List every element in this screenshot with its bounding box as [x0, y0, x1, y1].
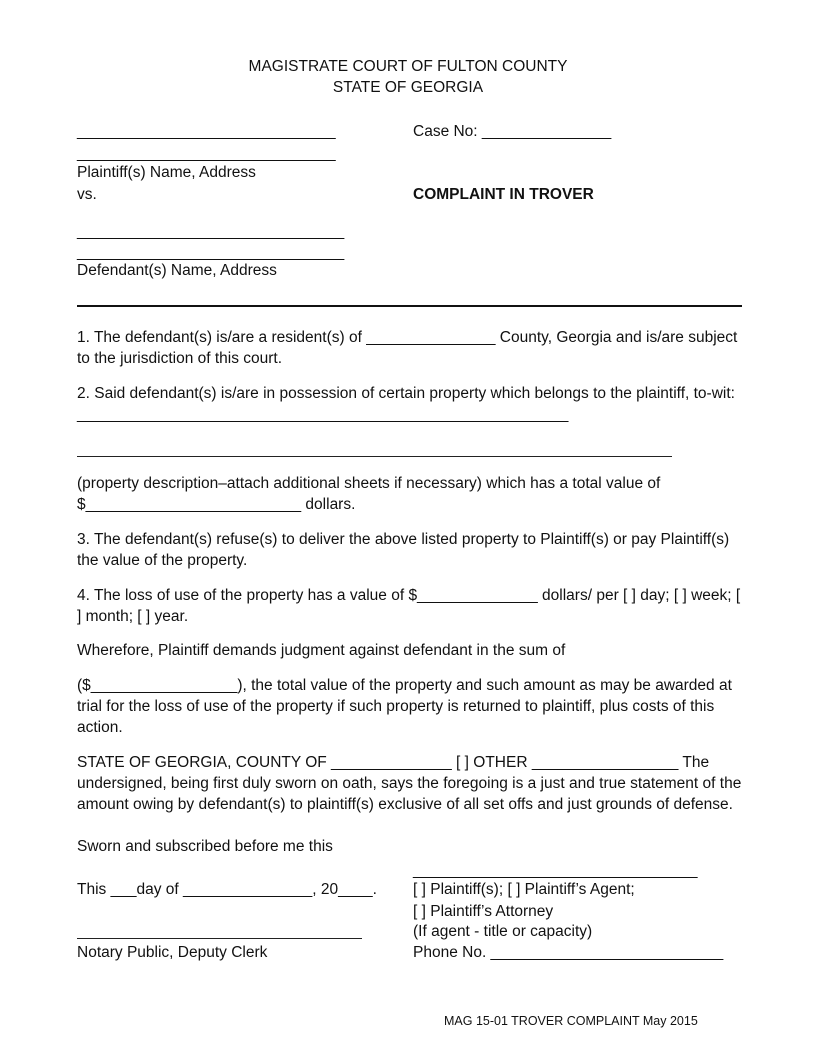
caption-divider	[77, 305, 742, 307]
document-title: COMPLAINT IN TROVER	[413, 186, 594, 203]
paragraph-2-possession: 2. Said defendant(s) is/are in possession of certain property which belongs to the plaintiff, to-wit: _________________________________________________________	[77, 385, 735, 423]
defendant-label: Defendant(s) Name, Address	[77, 262, 277, 279]
notary-date-line[interactable]: This ___day of _______________, 20____.	[77, 881, 377, 898]
paragraph-4-loss-of-use: 4. The loss of use of the property has a value of $______________ dollars/ per [ ] day; [ ] week; [ ] month; [ ] year.	[77, 587, 741, 625]
defendant-name-line-2[interactable]: _______________________________	[77, 244, 345, 261]
signer-attorney-option[interactable]: [ ] Plaintiff’s Attorney	[413, 903, 554, 920]
wherefore-clause: Wherefore, Plaintiff demands judgment against defendant in the sum of	[77, 642, 566, 659]
notary-signature-line[interactable]	[77, 938, 362, 939]
sworn-subscribed-label: Sworn and subscribed before me this	[77, 838, 333, 855]
case-number-field[interactable]: Case No: _______________	[413, 123, 612, 140]
judgment-sum-clause: ($_________________), the total value of the property and such amount as may be awarded at trial for the loss of use of the property if such property is returned to plaintiff, plus costs of this action.	[77, 677, 732, 736]
notary-label: Notary Public, Deputy Clerk	[77, 944, 268, 961]
defendant-name-line-1[interactable]: _______________________________	[77, 223, 345, 240]
form-identifier: MAG 15-01 TROVER COMPLAINT May 2015	[444, 1014, 698, 1028]
state-name: STATE OF GEORGIA	[332, 79, 484, 96]
paragraph-3-refusal: 3. The defendant(s) refuse(s) to deliver the above listed property to Plaintiff(s) or pay Plaintiff(s) the value of the property.	[77, 531, 730, 569]
plaintiff-name-line-2[interactable]: ______________________________	[77, 145, 336, 162]
paragraph-2-property-value: (property description–attach additional sheets if necessary) which has a total value of $_________________________ dollars.	[77, 475, 661, 513]
oath-statement: STATE OF GEORGIA, COUNTY OF ______________ [ ] OTHER _________________ The undersigned, being first duly sworn on oath, says the foregoing is a just and true statement of the amount owing by defendant(s) to plaintiff(s) exclusive of all set offs and just grounds of defense.	[77, 754, 742, 813]
agent-capacity-note: (If agent - title or capacity)	[413, 923, 593, 940]
paragraph-1-residency: 1. The defendant(s) is/are a resident(s) of _______________ County, Georgia and is/are subject to the jurisdiction of this court.	[77, 329, 738, 367]
phone-number-field[interactable]: Phone No. ___________________________	[413, 944, 724, 961]
signer-signature-line[interactable]: _________________________________	[413, 862, 698, 879]
property-description-line[interactable]	[77, 456, 672, 457]
plaintiff-name-line-1[interactable]: ______________________________	[77, 123, 336, 140]
plaintiff-label: Plaintiff(s) Name, Address	[77, 164, 256, 181]
vs-label: vs.	[77, 186, 97, 203]
court-name: MAGISTRATE COURT OF FULTON COUNTY	[248, 58, 568, 75]
signer-capacity-options[interactable]: [ ] Plaintiff(s); [ ] Plaintiff’s Agent;	[413, 881, 635, 898]
